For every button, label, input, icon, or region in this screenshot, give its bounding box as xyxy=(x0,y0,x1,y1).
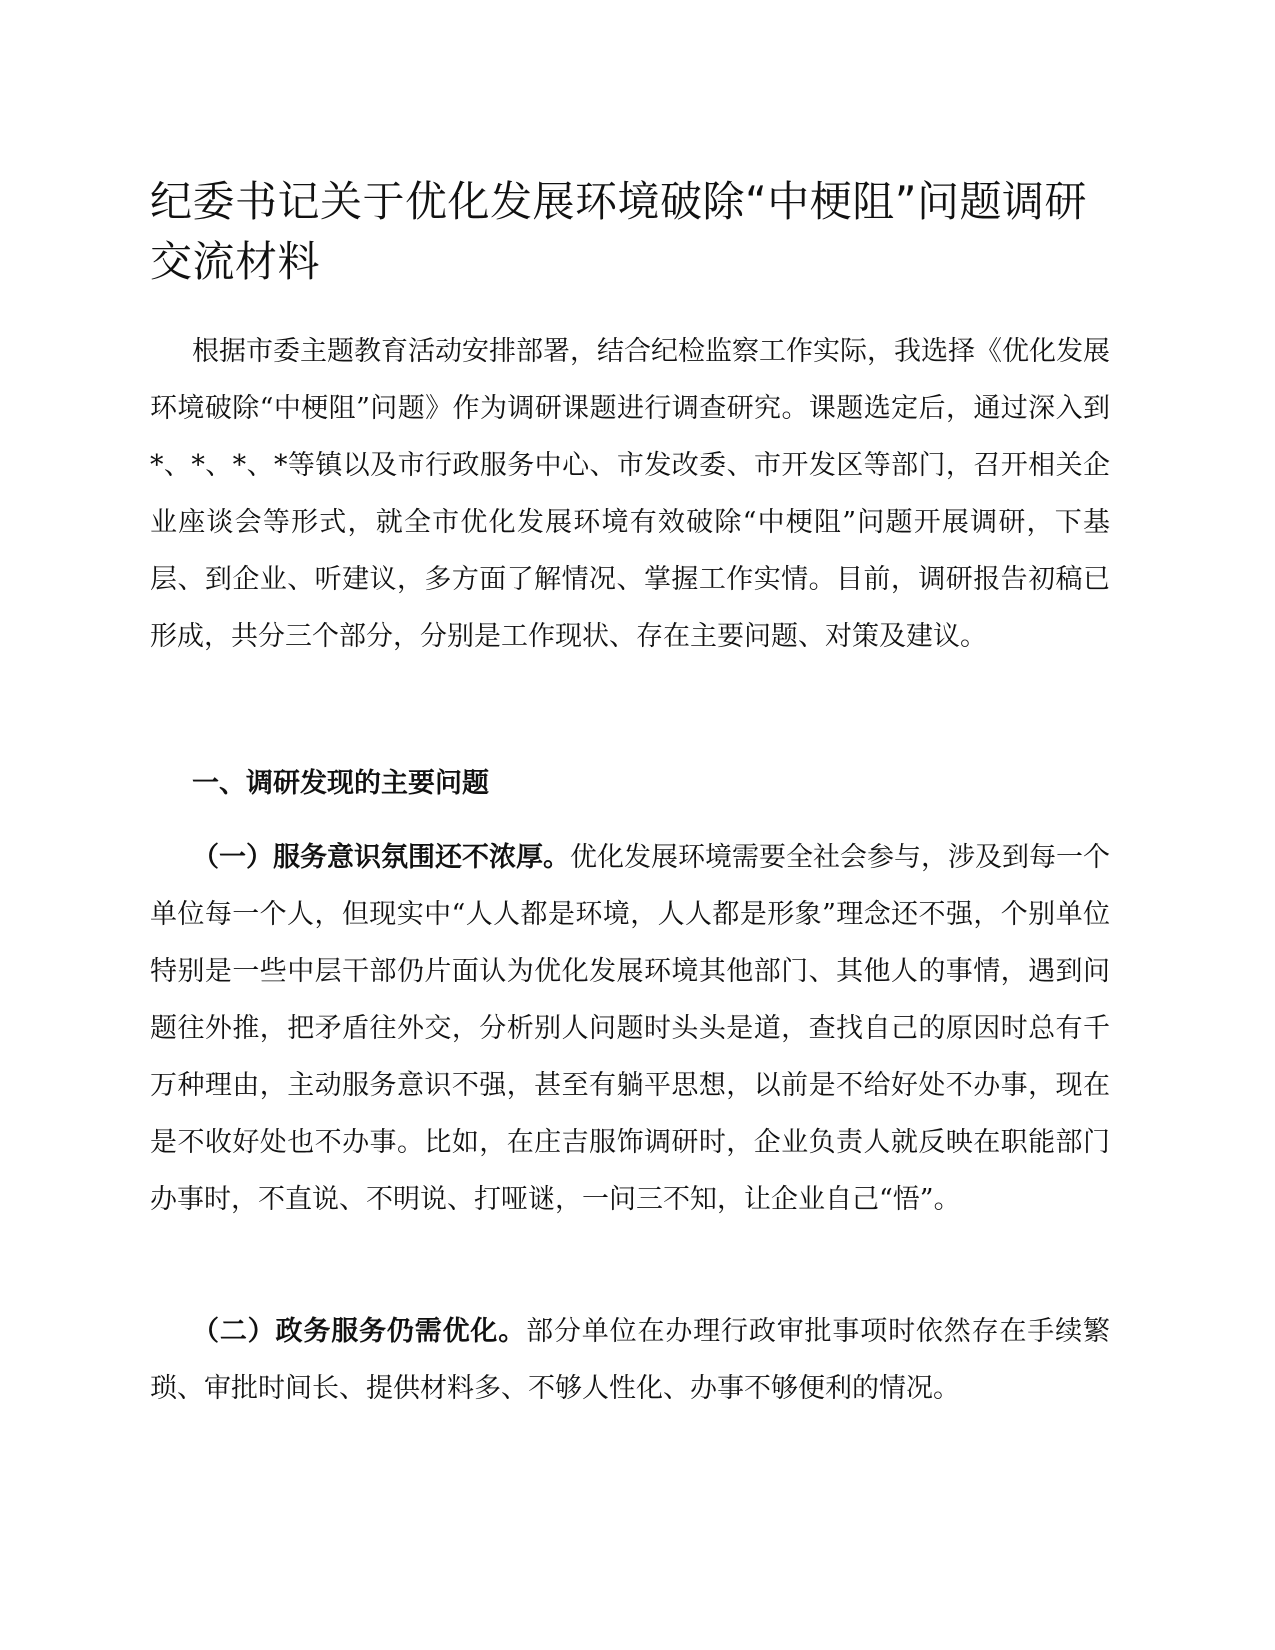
problem-1-text: 优化发展环境需要全社会参与，涉及到每一个单位每一个人，但现实中“人人都是环境，人人都是形象”理念还不强，个别单位特别是一些中层干部仍片面认为优化发展环境其他部门、其他人的事情，遇到问题往外推，把矛盾往外交，分析别人问题时头头是道，查找自己的原因时总有千万种理由，主动服务意识不强，甚至有躺平思想，以前是不给好处不办事，现在是不收好处也不办事。比如，在庄吉服饰调研时，企业负责人就反映在职能部门办事时，不直说、不明说、打哑谜，一问三不知，让企业自己“悟”。 xyxy=(150,842,1110,1215)
section-heading: 一、调研发现的主要问题 xyxy=(192,768,489,799)
problem-2-text: 部分单位在办理行政审批事项时依然存在手续繁琐、审批时间长、提供材料多、不够人性化、办事不够便利的情况。 xyxy=(150,1316,1110,1404)
document-title: 纪委书记关于优化发展环境破除“中梗阻”问题调研交流材料 xyxy=(150,177,1088,286)
intro-paragraph: 根据市委主题教育活动安排部署，结合纪检监察工作实际，我选择《优化发展环境破除“中梗阻”问题》作为调研课题进行调查研究。课题选定后，通过深入到*、*、*、*等镇以及市行政服务中心、市发改委、市开发区等部门，召开相关企业座谈会等形式，就全市优化发展环境有效破除“中梗阻”问题开展调研，下基层、到企业、听建议，多方面了解情况、掌握工作实情。目前，调研报告初稿已形成，共分三个部分，分别是工作现状、存在主要问题、对策及建议。 xyxy=(150,336,1110,652)
problem-2-lead: （二）政务服务仍需优化。 xyxy=(192,1316,527,1347)
problem-paragraph-1 xyxy=(150,829,1110,1228)
problem-1-lead: （一）服务意识氛围还不浓厚。 xyxy=(192,842,570,873)
problem-paragraph-2 xyxy=(150,1303,1110,1417)
